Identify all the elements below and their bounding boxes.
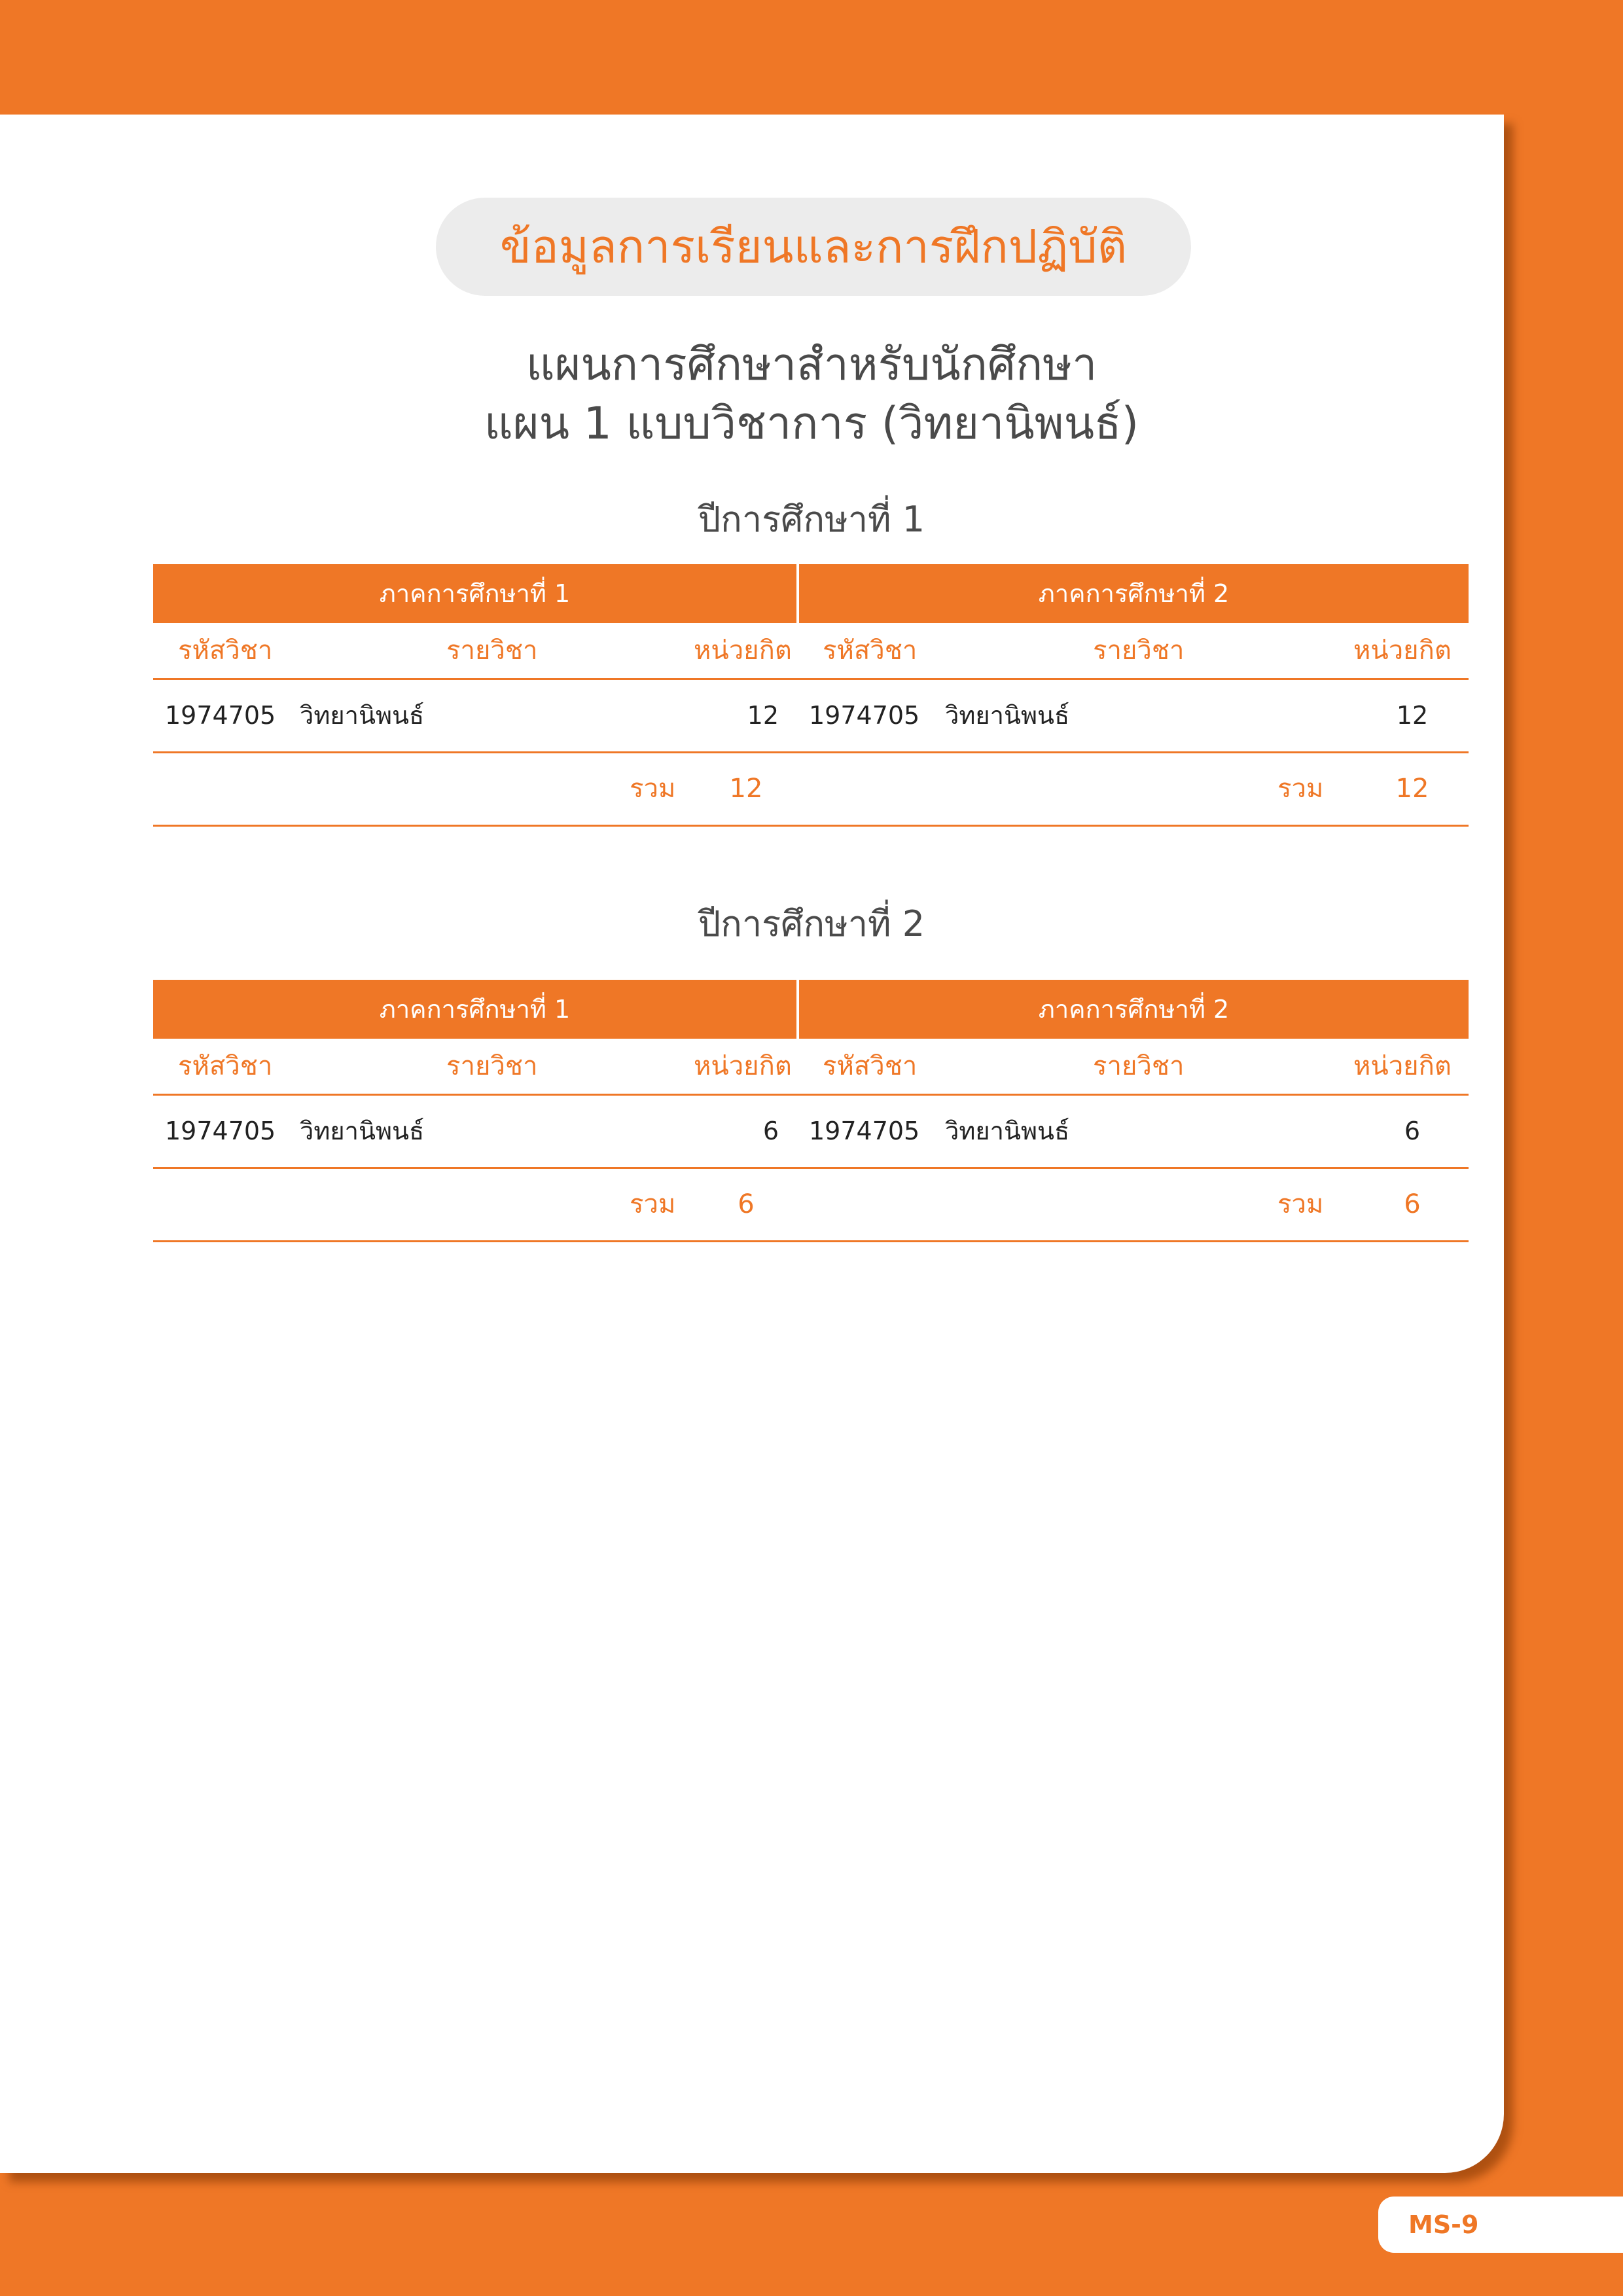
column-header-code: รหัสวิชา [178, 636, 273, 666]
column-header-credits: หน่วยกิต [694, 1051, 792, 1081]
column-header-course: รายวิชา [1093, 1051, 1185, 1081]
study-plan-table-year-2 [153, 980, 1469, 1242]
year-title: ปีการศึกษาที่ 1 [698, 499, 925, 540]
total-row [153, 753, 1469, 827]
total-label: รวม [630, 1189, 676, 1219]
course-credits: 12 [747, 701, 779, 730]
total-credits: 12 [1395, 774, 1429, 804]
total-label: รวม [630, 774, 676, 804]
year-title: ปีการศึกษาที่ 2 [698, 903, 925, 944]
course-credits: 6 [762, 1117, 779, 1145]
total-label: รวม [1277, 774, 1324, 804]
section-title: ข้อมูลการเรียนและการฝึกปฏิบัติ [499, 220, 1128, 274]
column-header-credits: หน่วยกิต [694, 636, 792, 666]
column-header-course: รายวิชา [446, 1051, 538, 1081]
total-label: รวม [1277, 1189, 1324, 1219]
column-header-row [153, 1039, 1469, 1096]
course-credits: 6 [1404, 1117, 1421, 1145]
total-credits: 6 [1404, 1189, 1421, 1219]
semester-header-bar [153, 980, 1469, 1039]
table-row [153, 1096, 1469, 1169]
table-row [153, 680, 1469, 753]
column-header-course: รายวิชา [1093, 636, 1185, 666]
course-name: วิทยานิพนธ์ [300, 701, 425, 730]
semester-label: ภาคการศึกษาที่ 2 [1038, 995, 1230, 1024]
course-code: 1974705 [165, 1117, 276, 1145]
column-header-code: รหัสวิชา [178, 1051, 273, 1081]
semester-header-bar [153, 564, 1469, 623]
course-code: 1974705 [165, 701, 276, 730]
semester-label: ภาคการศึกษาที่ 1 [379, 995, 571, 1024]
plan-title-line2: แผน 1 แบบวิชาการ (วิทยานิพนธ์) [484, 398, 1139, 450]
course-code: 1974705 [809, 701, 920, 730]
semester-label: ภาคการศึกษาที่ 2 [1038, 579, 1230, 608]
column-header-credits: หน่วยกิต [1353, 1051, 1452, 1081]
page-number: MS-9 [1408, 2210, 1479, 2239]
total-credits: 12 [729, 774, 763, 804]
course-name: วิทยานิพนธ์ [945, 701, 1070, 730]
study-plan-table-year-1 [153, 564, 1469, 827]
total-row [153, 1169, 1469, 1242]
semester-label: ภาคการศึกษาที่ 1 [379, 579, 571, 608]
total-credits: 6 [738, 1189, 755, 1219]
column-header-row [153, 623, 1469, 680]
column-header-credits: หน่วยกิต [1353, 636, 1452, 666]
course-name: วิทยานิพนธ์ [300, 1117, 425, 1145]
plan-title-line1: แผนการศึกษาสำหรับนักศึกษา [526, 339, 1097, 391]
section-title-pill [436, 198, 1191, 296]
column-header-code: รหัสวิชา [823, 1051, 918, 1081]
course-credits: 12 [1396, 701, 1429, 730]
column-header-code: รหัสวิชา [823, 636, 918, 666]
course-name: วิทยานิพนธ์ [945, 1117, 1070, 1145]
column-header-course: รายวิชา [446, 636, 538, 666]
course-code: 1974705 [809, 1117, 920, 1145]
